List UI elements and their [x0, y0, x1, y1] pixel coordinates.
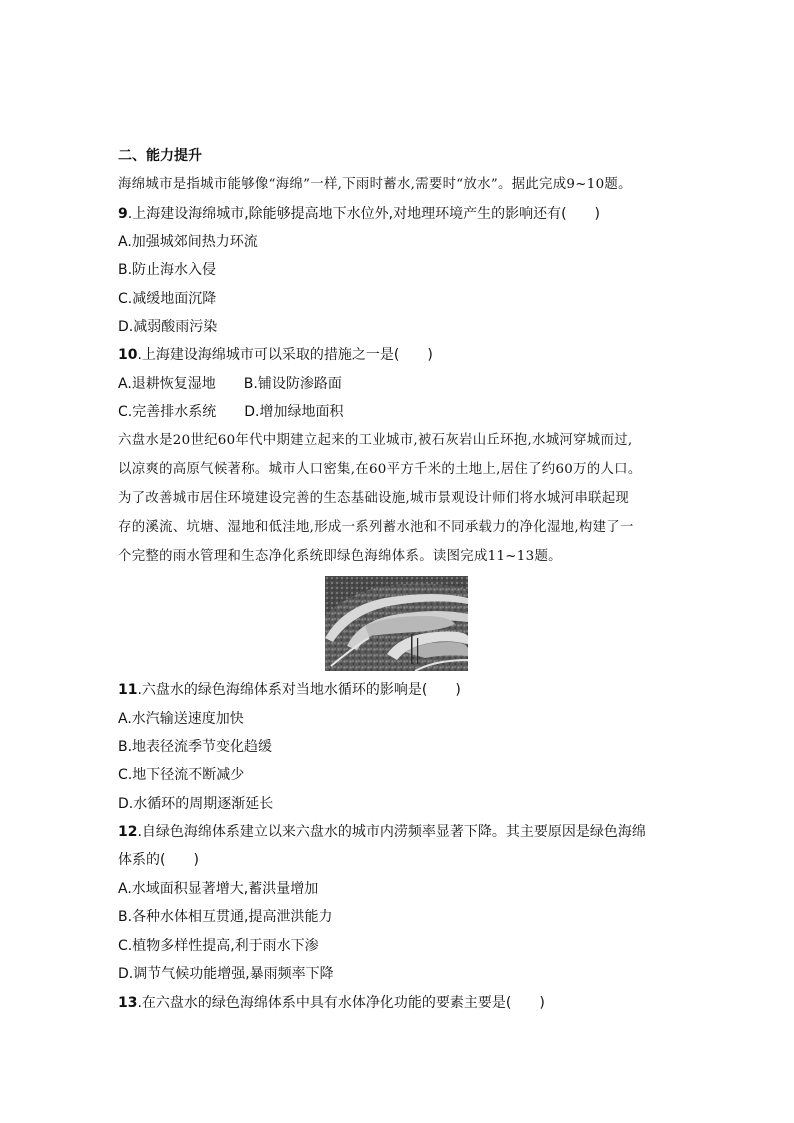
option-11b: B.地表径流季节变化趋缓	[118, 739, 273, 755]
intro-paragraph-2-line-1: 六盘水是20世纪60年代中期建立起来的工业城市,被石灰岩山丘环抱,水城河穿城而过,	[118, 433, 633, 448]
question-stem: .上海建设海绵城市可以采取的措施之一是( )	[137, 347, 433, 363]
question-number: 9	[118, 206, 128, 222]
option-11c: C.地下径流不断减少	[118, 767, 245, 783]
wetland-photo	[325, 576, 468, 671]
option-10c: C.完善排水系统	[118, 404, 217, 420]
options-10-row-2	[118, 402, 343, 422]
question-9	[118, 204, 600, 224]
question-stem: .上海建设海绵城市,除能够提高地下水位外,对地理环境产生的影响还有( )	[127, 206, 601, 222]
question-stem: .六盘水的绿色海绵体系对当地水循环的影响是( )	[137, 682, 461, 698]
option-12b: B.各种水体相互贯通,提高泄洪能力	[118, 909, 333, 925]
option-10a: A.退耕恢复湿地	[118, 376, 216, 392]
question-stem-line-1: .自绿色海绵体系建立以来六盘水的城市内涝频率显著下降。其主要原因是绿色海绵	[137, 824, 646, 840]
option-9a: A.加强城郊间热力环流	[118, 234, 258, 250]
question-13	[118, 993, 545, 1013]
option-11a: A.水汽输送速度加快	[118, 711, 244, 727]
question-11	[118, 680, 461, 700]
question-number: 11	[118, 682, 138, 698]
option-12d: D.调节气候功能增强,暴雨频率下降	[118, 966, 334, 982]
option-11d: D.水循环的周期逐渐延长	[118, 796, 274, 812]
option-9b: B.防止海水入侵	[118, 262, 217, 278]
intro-paragraph-2-line-3: 为了改善城市居住环境建设完善的生态基础设施,城市景观设计师们将水城河串联起现	[118, 491, 630, 506]
option-9c: C.减缓地面沉降	[118, 291, 217, 307]
question-12-stem-line-2: 体系的( )	[118, 852, 199, 868]
intro-paragraph-1: 海绵城市是指城市能够像“海绵”一样,下雨时蓄水,需要时“放水”。据此完成9~10题。	[118, 177, 632, 192]
option-9d: D.减弱酸雨污染	[118, 319, 218, 335]
question-10	[118, 345, 433, 365]
question-12	[118, 822, 646, 842]
option-10b: B.铺设防渗路面	[243, 376, 342, 392]
intro-paragraph-2-line-5: 个完整的雨水管理和生态净化系统即绿色海绵体系。读图完成11~13题。	[118, 549, 562, 564]
options-10-row-1	[118, 374, 342, 394]
intro-paragraph-2-line-4: 存的溪流、坑塘、湿地和低洼地,形成一系列蓄水池和不同承载力的净化湿地,构建了一	[118, 520, 634, 535]
intro-paragraph-2-line-2: 以凉爽的高原气候著称。城市人口密集,在60平方千米的土地上,居住了约60万的人口。	[118, 462, 642, 477]
option-12c: C.植物多样性提高,利于雨水下渗	[118, 938, 319, 954]
option-12a: A.水域面积显著增大,蓄洪量增加	[118, 881, 319, 897]
question-stem: .在六盘水的绿色海绵体系中具有水体净化功能的要素主要是( )	[137, 995, 545, 1011]
option-10d: D.增加绿地面积	[244, 404, 344, 420]
question-number: 12	[118, 824, 138, 840]
question-number: 13	[118, 995, 138, 1011]
question-number: 10	[118, 347, 138, 363]
section-title: 二、能力提升	[118, 148, 202, 164]
